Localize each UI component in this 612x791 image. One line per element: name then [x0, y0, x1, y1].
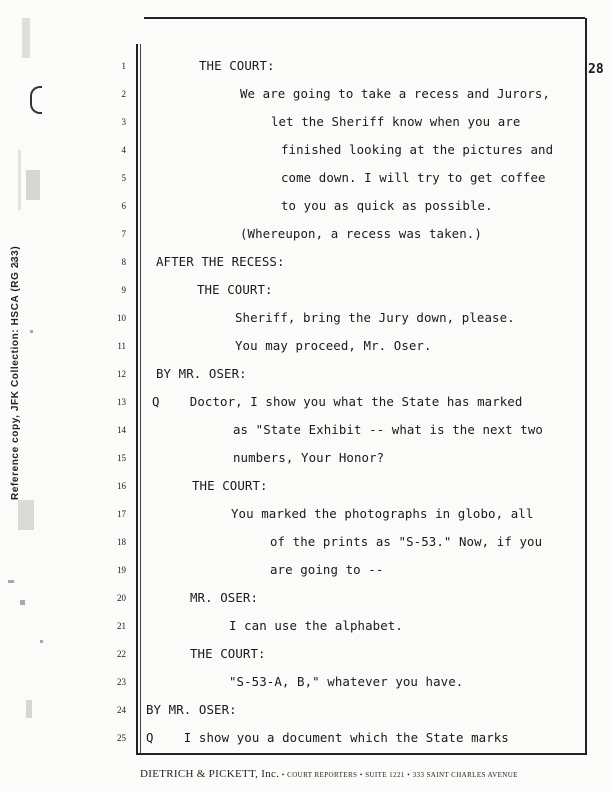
punch-hole-mark	[30, 86, 42, 114]
footer-separator: •	[281, 771, 285, 779]
line-number: 23	[117, 677, 126, 687]
reporter-footer	[140, 768, 580, 780]
transcript-line: BY MR. OSER:	[156, 366, 247, 381]
page-number: 28	[588, 62, 604, 77]
line-number: 16	[117, 481, 126, 491]
footer-separator: •	[359, 771, 363, 779]
line-number: 11	[117, 341, 126, 351]
line-number: 9	[121, 285, 126, 295]
line-number: 25	[117, 733, 126, 743]
transcript-line: BY MR. OSER:	[146, 702, 237, 717]
bottom-border	[136, 753, 587, 755]
line-number: 2	[121, 89, 126, 99]
transcript-line: to you as quick as possible.	[281, 198, 493, 213]
transcript-line: Q I show you a document which the State marks	[146, 730, 509, 745]
line-number: 10	[117, 313, 126, 323]
footer-reporters: COURT REPORTERS	[287, 771, 358, 779]
archive-reference-label: Reference copy, JFK Collection: HSCA (RG 233)	[10, 245, 21, 500]
transcript-line: finished looking at the pictures and	[281, 142, 554, 157]
transcript-line: are going to --	[270, 562, 384, 577]
footer-address: 333 SAINT CHARLES AVENUE	[412, 771, 518, 779]
line-number: 7	[121, 229, 126, 239]
line-number: 4	[121, 145, 126, 155]
transcript-line: (Whereupon, a recess was taken.)	[240, 226, 482, 241]
firm-name: DIETRICH & PICKETT, Inc.	[140, 768, 280, 780]
transcript-line: We are going to take a recess and Jurors,	[240, 86, 550, 101]
transcript-line: "S-53-A, B," whatever you have.	[229, 674, 464, 689]
left-margin-rule	[136, 44, 138, 754]
line-number: 20	[117, 593, 126, 603]
line-number: 5	[121, 173, 126, 183]
top-border	[144, 17, 585, 19]
line-number: 12	[117, 369, 126, 379]
transcript-line: as "State Exhibit -- what is the next two	[233, 422, 543, 437]
line-number: 6	[121, 201, 126, 211]
transcript-line: You marked the photographs in globo, all	[231, 506, 534, 521]
right-margin-rule	[585, 18, 587, 754]
line-number: 22	[117, 649, 126, 659]
transcript-line: THE COURT:	[190, 646, 266, 661]
transcript-line: AFTER THE RECESS:	[156, 254, 285, 269]
line-number: 24	[117, 705, 126, 715]
line-number: 1	[121, 61, 126, 71]
left-margin-rule-inner	[140, 44, 141, 754]
line-number: 17	[117, 509, 126, 519]
line-number: 3	[121, 117, 126, 127]
footer-separator: •	[407, 771, 411, 779]
transcript-line: You may proceed, Mr. Oser.	[235, 338, 432, 353]
footer-suite: SUITE 1221	[365, 771, 405, 779]
transcript-line: numbers, Your Honor?	[233, 450, 385, 465]
line-number: 14	[117, 425, 126, 435]
line-number: 8	[121, 257, 126, 267]
line-number: 13	[117, 397, 126, 407]
line-number: 21	[117, 621, 126, 631]
transcript-line: I can use the alphabet.	[229, 618, 403, 633]
transcript-line: THE COURT:	[199, 58, 275, 73]
transcript-line: THE COURT:	[192, 478, 268, 493]
transcript-line: THE COURT:	[197, 282, 273, 297]
transcript-line: MR. OSER:	[190, 590, 259, 605]
transcript-line: of the prints as "S-53." Now, if you	[270, 534, 543, 549]
line-number: 18	[117, 537, 126, 547]
transcript-line: Sheriff, bring the Jury down, please.	[235, 310, 515, 325]
transcript-line: let the Sheriff know when you are	[271, 114, 521, 129]
transcript-line: come down. I will try to get coffee	[281, 170, 546, 185]
scan-edge-artifacts	[0, 0, 60, 791]
transcript-line: Q Doctor, I show you what the State has marked	[152, 394, 523, 409]
line-number: 19	[117, 565, 126, 575]
line-number: 15	[117, 453, 126, 463]
